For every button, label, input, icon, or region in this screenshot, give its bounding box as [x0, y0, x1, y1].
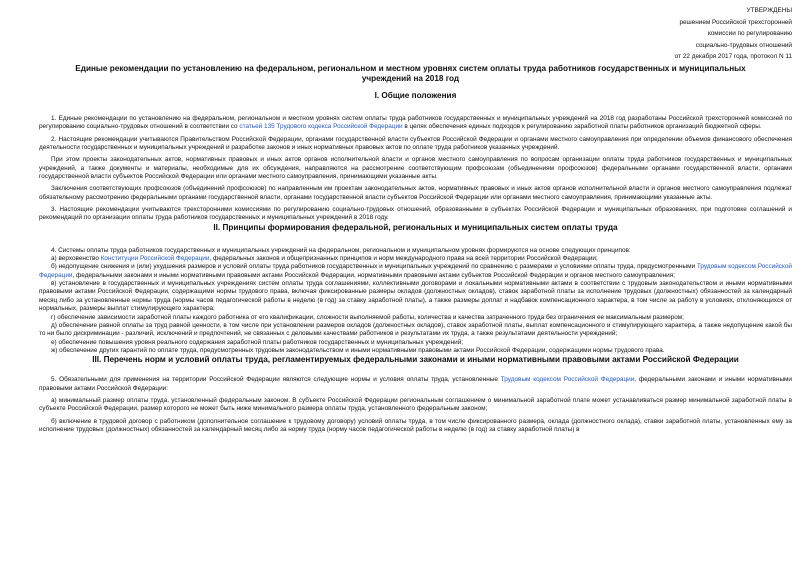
law-link[interactable]: статьей 135 Трудового кодекса Российской Федерации [239, 123, 403, 131]
paragraph-text: а) верховенство [51, 255, 101, 263]
paragraph: в) установление в государственных и муниципальных учреждениях систем оплаты труда соглашениями, коллективными договорами и локальными нормативными актами в соответствии с трудовым законодательством и иными нормативными правовыми актами Российской Федерации, содержащими нормы трудового права, включая фиксированные размеры окладов (должностных окладов), ставок заработной платы за исполнение трудовых (должностных) обязанностей за календарный месяц либо за установленные нормы труда (нормы часов педагогической работы в неделю (в год) за ставку заработной платы), а также размеры доплат и надбавок компенсационного характера, в том числе за работу в условиях, отклоняющихся от нормальных, размеры выплат стимулирующего характера; [39, 280, 792, 313]
paragraph: д) обеспечение равной оплаты за труд равной ценности, в том числе при установлении размеров окладов (должностных окладов), ставок заработной платы, выплат компенсационного и стимулирующего характера, а также недопущение какой бы то ни было дискриминации - различий, исключений и предпочтений, не связанных с деловыми качествами работников и результатами их труда, а также результатами деятельности учреждений; [39, 321, 792, 338]
approval-line: от 22 декабря 2017 года, протокол N 11 [674, 53, 792, 61]
constitution-link[interactable]: Конституции Российской Федерации [100, 255, 210, 263]
paragraph [39, 376, 792, 393]
section-heading: III. Перечень норм и условий оплаты труда, регламентируемых федеральными законами и иными нормативными правовыми актами Российской Федерации [92, 355, 739, 365]
paragraph-text: , федеральными законами и иными нормативными правовыми актами Российской Федерации: [39, 376, 792, 392]
paragraph-text: в целях обеспечения единых подходов к регулированию заработной платы работников организаций бюджетной сферы. [402, 123, 762, 131]
paragraph: б) включение в трудовой договор с работником (дополнительное соглашение к трудовому договору) условий оплаты труда, в том числе фиксированного размера, оклада (должностного оклада), ставки заработной платы, установленных ему за исполнение трудовых (должностных) обязанностей за календарный месяц либо за норму труда (норму часов педагогической работы в неделю (в год) за ставку заработной платы) в [39, 417, 792, 433]
paragraph: ж) обеспечение других гарантий по оплате труда, предусмотренных трудовым законодательством и иными нормативными правовыми актами Российской Федерации, содержащими нормы трудового права. [51, 346, 665, 354]
paragraph-text: 1. Единые рекомендации по установлению на федеральном, региональном и местном уровнях систем оплаты труда работников государственных и муниципальных учреждений на 2018 год разработаны Российской трехсторонней комиссией по регулированию социально-трудовых отношений в соответствии со [39, 114, 792, 131]
paragraph: 2. Настоящие рекомендации учитываются Правительством Российской Федерации, органами государственной власти субъектов Российской Федерации и органами местного самоуправления при определении объемов финансового обеспечения деятельности государственных и муниципальных учреждений и разработке законов и иных нормативных правовых актов по оплате труда работников указанных учреждений. [39, 135, 792, 151]
paragraph: г) обеспечение зависимости заработной платы каждого работника от его квалификации, сложности выполняемой работы, количества и качества затраченного труда без ограничения ее максимальным размером; [51, 313, 684, 321]
approval-block [39, 5, 792, 63]
approval-line: УТВЕРЖДЕНЫ [746, 7, 792, 14]
section-heading: I. Общие положения [374, 90, 457, 100]
paragraph: 3. Настоящие рекомендации учитываются трехсторонними комиссиями по регулированию социально-трудовых отношений, образованными в субъектах Российской Федерации и муниципальных образованиях, при подготовке соглашений и рекомендаций по организации оплаты труда работников государственных и муниципальных учреждений в 2018 году. [39, 206, 792, 222]
paragraph-text: , федеральных законов и общепризнанных принципов и норм международного права на всей территории Российской Федерации; [209, 255, 598, 263]
approval-line: комиссии по регулированию [707, 30, 792, 38]
paragraph [39, 263, 792, 280]
document-title: Единые рекомендации по установлению на федеральном, региональном и местном уровнях систем оплаты труда работников государственных и муниципальных учреждений на 2018 год [75, 63, 746, 84]
paragraph: 4. Системы оплаты труда работников государственных и муниципальных учреждений на федеральном, региональном и муниципальном уровнях формируются на основе следующих принципов: [51, 246, 631, 254]
paragraph: Заключения соответствующих профсоюзов (объединений профсоюзов) по направленным им проектам законодательных актов, нормативных правовых и иных актов органов исполнительной власти и органов местного самоуправления подлежат обязательному рассмотрению федеральными органами государственной власти, органами государственной власти субъектов Российской Федерации или органами местного самоуправления, принимающими указанные акты. [39, 185, 792, 201]
paragraph [39, 115, 792, 132]
approval-line: социально-трудовых отношений [695, 41, 792, 49]
labor-code-link[interactable]: Трудовым кодексом Российской Федерации [500, 376, 635, 384]
paragraph: При этом проекты законодательных актов, нормативных правовых и иных актов органов исполнительной власти и органов местного самоуправления по вопросам организации оплаты труда работников государственных и муниципальных учреждений, а также документы и материалы, необходимые для их обсуждения, направляются на рассмотрение соответствующим профсоюзам (объединениям профсоюзов) федеральными органами государственной власти, органами государственной власти субъектов Российской Федерации или органами местного самоуправления, принимающими указанные акты. [39, 156, 792, 181]
paragraph: е) обеспечение повышения уровня реального содержания заработной платы работников государственных и муниципальных учреждений; [51, 338, 464, 346]
section-heading: II. Принципы формирования федеральной, региональных и муниципальных систем оплаты труда [213, 222, 618, 232]
paragraph-text: 5. Обязательными для применения на территории Российской Федерации являются следующие нормы и условия оплаты труда, установленные [51, 376, 501, 384]
paragraph-text: б) недопущение снижения и (или) ухудшения размеров и условий оплаты труда работников государственных и муниципальных учреждений по сравнению с размерами и условиями оплаты труда, предусмотренными [51, 263, 697, 271]
paragraph: а) минимальный размер оплаты труда, установленный федеральным законом. В субъекте Российской Федерации региональным соглашением о минимальной заработной плате может устанавливаться размер минимальной заработной платы в субъекте Российской Федерации, размер которого не может быть ниже минимального размера оплаты труда, установленного федеральным законом; [39, 396, 792, 413]
labor-code-link[interactable]: Трудовым кодексом Российской Федерации [39, 263, 792, 279]
paragraph-text: , федеральными законами и иными нормативными правовыми актами Российской Федерации, нормативными правовыми актами субъектов Российской Федерации и органов местного самоуправления; [72, 271, 675, 279]
approval-line: решением Российской трехсторонней [679, 18, 792, 26]
